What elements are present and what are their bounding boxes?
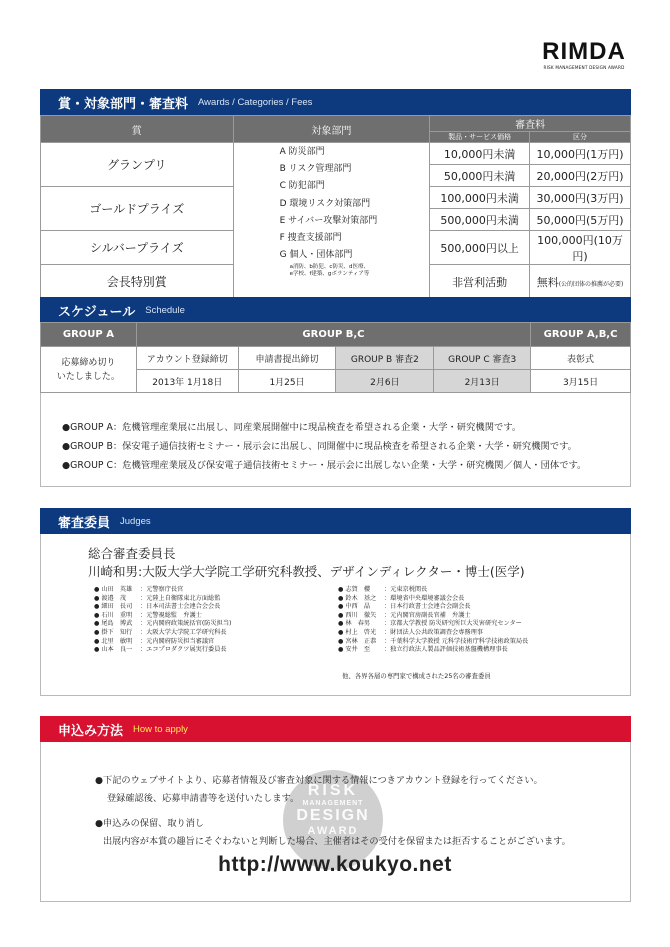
chief-judge [88, 545, 525, 581]
nonprofit-fee: 無料 [536, 275, 559, 289]
prize-chairman: 会長特別賞 [41, 265, 234, 299]
judge-name: ● 掛下 知行 [94, 628, 133, 636]
judges-title-en: Judges [120, 515, 151, 527]
step-date: 2月13日 [434, 370, 531, 393]
schedule-title: スケジュール [58, 304, 136, 320]
judge-name: ● 安井 至 [338, 646, 371, 654]
schedule-table [40, 322, 631, 393]
judge-name: ● 北里 敏明 [94, 637, 133, 645]
nonprofit-label: 非営利活動 [430, 265, 530, 299]
step-date: 2013年 1月18日 [136, 370, 238, 393]
department-note-1: a消防、b防犯、c防災、d医療、 [289, 264, 369, 271]
department-note-2: e学校、f建築、gボランティア等 [289, 271, 370, 278]
judge-role: ：財団法人公共政策調査会専務理事 [384, 628, 483, 636]
schedule-note-c: ●GROUP C：危機管理産業展及び保安電子通信技術セミナー・展示会に出展しない企業・大学・研究機関／個人・団体です。 [62, 460, 587, 471]
department-e: E サイバー攻撃対策部門 [279, 215, 378, 226]
judge-entry [338, 638, 528, 647]
step-label: GROUP C 審査3 [434, 347, 531, 370]
apply-line-1: ●下記のウェブサイトより、応募者情報及び審査対象に関する情報につきアカウント登録を行ってください。 [95, 775, 543, 786]
fee-amount: 30,000円(3万円) [530, 187, 631, 209]
apply-title: 申込み方法 [58, 723, 124, 739]
judges-title: 審査委員 [58, 515, 111, 531]
schedule-head-group-abc: GROUP A,B,C [531, 323, 631, 347]
awards-head-fee-price: 製品・サービス価格 [430, 132, 530, 143]
judge-name: ● 志賀 櫻 [338, 586, 371, 593]
judge-name: ● 山本 良一 [94, 646, 133, 654]
judge-name: ● 中西 晶 [338, 603, 371, 611]
judge-entry [338, 620, 528, 629]
judges-left-column [94, 586, 231, 655]
awards-table [40, 115, 631, 299]
nonprofit-note: (公的団体の推薦が必要) [558, 280, 624, 288]
judge-entry [338, 603, 528, 612]
awards-head-award: 賞 [41, 116, 234, 143]
department-g: G 個人・団体部門 [279, 250, 353, 261]
judge-name: ● 石川 重明 [94, 611, 133, 619]
watermark-line2: MANAGEMENT [302, 800, 364, 807]
judge-name: ● 山田 英雄 [94, 586, 133, 593]
judge-entry [338, 595, 528, 604]
judge-role: ：日本行政書士会連合会副会長 [384, 603, 471, 611]
schedule-head-group-bc: GROUP B,C [136, 323, 530, 347]
judge-role: ：元東京税関長 [384, 586, 428, 593]
schedule-title-en: Schedule [145, 304, 185, 316]
apply-line-3: ●申込みの保留、取り消し [95, 818, 205, 829]
judge-entry [94, 646, 231, 655]
judge-role: ：元陸上自衛隊東北方面総監 [140, 594, 221, 602]
schedule-note-b: ●GROUP B：保安電子通信技術セミナー・展示会に出展し、同開催中に現品検査を希望される企業・大学・研究機関です。 [62, 441, 577, 452]
apply-section-header [40, 716, 631, 742]
judge-role: ：日本司法書士会連合会会長 [140, 603, 221, 611]
judge-role: ：元警察庁長官 [140, 586, 184, 593]
judge-role: ：元内閣府政策統括官(防災担当) [140, 620, 232, 628]
judge-role: ：千葉科学大学教授 元科学技術庁科学技術政策局長 [384, 637, 529, 645]
step-label: 表彰式 [531, 347, 631, 370]
judge-role: ：元警視総監 弁護士 [140, 611, 202, 619]
prize-silver: シルバープライズ [41, 231, 234, 265]
judges-right-column [338, 586, 528, 655]
logo-subtitle: RISK MANAGEMENT DESIGN AWARD [543, 65, 625, 70]
fee-amount: 20,000円(2万円) [530, 165, 631, 187]
department-f: F 捜査支援部門 [279, 232, 342, 243]
step-label: GROUP B 審査2 [336, 347, 434, 370]
fee-price: 50,000円未満 [430, 165, 530, 187]
awards-head-fee-class: 区分 [530, 132, 631, 143]
logo-word: RIMDA [542, 38, 626, 65]
fee-price: 500,000円未満 [430, 209, 530, 231]
judge-name: ● 細田 長司 [94, 603, 133, 611]
fee-amount: 100,000円(10万円) [530, 231, 631, 265]
judge-role: ：独立行政法人製品評価技術基盤機構理事長 [384, 646, 508, 654]
judge-name: ● 宮林 正恭 [338, 637, 377, 645]
department-a: A 防災部門 [279, 147, 325, 157]
judge-name: ● 村上 啓光 [338, 628, 377, 636]
step-date: 1月25日 [238, 370, 336, 393]
judge-entry [94, 638, 231, 647]
schedule-section-header [40, 297, 631, 323]
judge-role: ：大阪大学大学院工学研究科長 [140, 628, 227, 636]
schedule-note-a: ●GROUP A：危機管理産業展に出展し、同産業展開催中に現品検査を希望される企業・大学・研究機関です。 [62, 422, 522, 433]
judge-role: ：元内閣府防災担当審議官 [140, 637, 215, 645]
watermark-line3: DESIGN [296, 807, 370, 824]
fee-price: 100,000円未満 [430, 187, 530, 209]
judge-role: ：京都大学教授 防災研究所巨大災害研究センター [384, 620, 522, 628]
nonprofit-fee-cell [530, 265, 631, 299]
department-c: C 防犯部門 [279, 181, 325, 192]
judge-name: ● 渡邉 茂 [94, 594, 127, 602]
awards-title: 賞・対象部門・審査料 [58, 96, 189, 112]
group-a-status [41, 347, 137, 393]
apply-instructions [95, 772, 571, 851]
awards-title-en: Awards / Categories / Fees [198, 96, 313, 108]
judge-entry [94, 620, 231, 629]
judge-role: ：環境省中央環境審議会会長 [384, 594, 465, 602]
apply-url-link[interactable]: http://www.koukyo.net [218, 853, 452, 876]
judges-more: 他、各界各層の専門家で構成された25名の審査委員 [342, 672, 491, 680]
chief-judge-name: 川崎和男:大阪大学大学院工学研究科教授、デザインディレクター・博士(医学) [88, 564, 525, 579]
fee-price: 10,000円未満 [430, 143, 530, 165]
group-a-status-line2: いたしました。 [56, 371, 120, 382]
judge-name: ● 尾島 博武 [94, 620, 133, 628]
judge-role: ：エコプロダクツ展実行委員長 [140, 646, 227, 654]
judge-entry [94, 595, 231, 604]
judge-entry [338, 646, 528, 655]
department-list [233, 143, 430, 299]
apply-line-2: 登録確認後、応募申請書等を送付いたします。 [107, 793, 300, 804]
schedule-notes [62, 418, 586, 475]
awards-head-category: 対象部門 [233, 116, 430, 143]
watermark-line4: AWARD [307, 825, 359, 837]
awards-head-fee: 審査料 [430, 116, 631, 132]
step-label: アカウント登録締切 [136, 347, 238, 370]
department-d: D 環境リスク対策部門 [279, 198, 371, 209]
judge-entry [94, 603, 231, 612]
judge-name: ● 林 春男 [338, 620, 371, 628]
judge-entry [338, 629, 528, 638]
prize-grand: グランプリ [41, 143, 234, 187]
judge-entry [94, 586, 231, 595]
apply-title-en: How to apply [133, 723, 188, 735]
rimda-logo [538, 40, 630, 70]
judge-entry [338, 586, 528, 595]
step-date: 3月15日 [531, 370, 631, 393]
chief-judge-label: 総合審査委員長 [88, 546, 176, 561]
prize-gold: ゴールドプライズ [41, 187, 234, 231]
step-date: 2月6日 [336, 370, 434, 393]
judge-name: ● 鈴木 基之 [338, 594, 377, 602]
schedule-head-group-a: GROUP A [41, 323, 137, 347]
judges-section-header [40, 508, 631, 534]
awards-section-header [40, 89, 631, 115]
fee-amount: 50,000円(5万円) [530, 209, 631, 231]
watermark-line1: RISK [307, 782, 359, 799]
apply-line-4: 出展内容が本賞の趣旨にそぐわないと判断した場合、主催者はその受付を保留または拒否することがございます。 [103, 836, 571, 847]
fee-amount: 10,000円(1万円) [530, 143, 631, 165]
judge-role: ：元内閣官房副長官補 弁護士 [384, 611, 471, 619]
group-a-status-line1: 応募締め切り [61, 357, 116, 368]
fee-price: 500,000円以上 [430, 231, 530, 265]
judge-entry [94, 629, 231, 638]
judge-name: ● 西川 徹矢 [338, 611, 377, 619]
step-label: 申請書提出締切 [238, 347, 336, 370]
department-b: B リスク管理部門 [279, 164, 352, 175]
